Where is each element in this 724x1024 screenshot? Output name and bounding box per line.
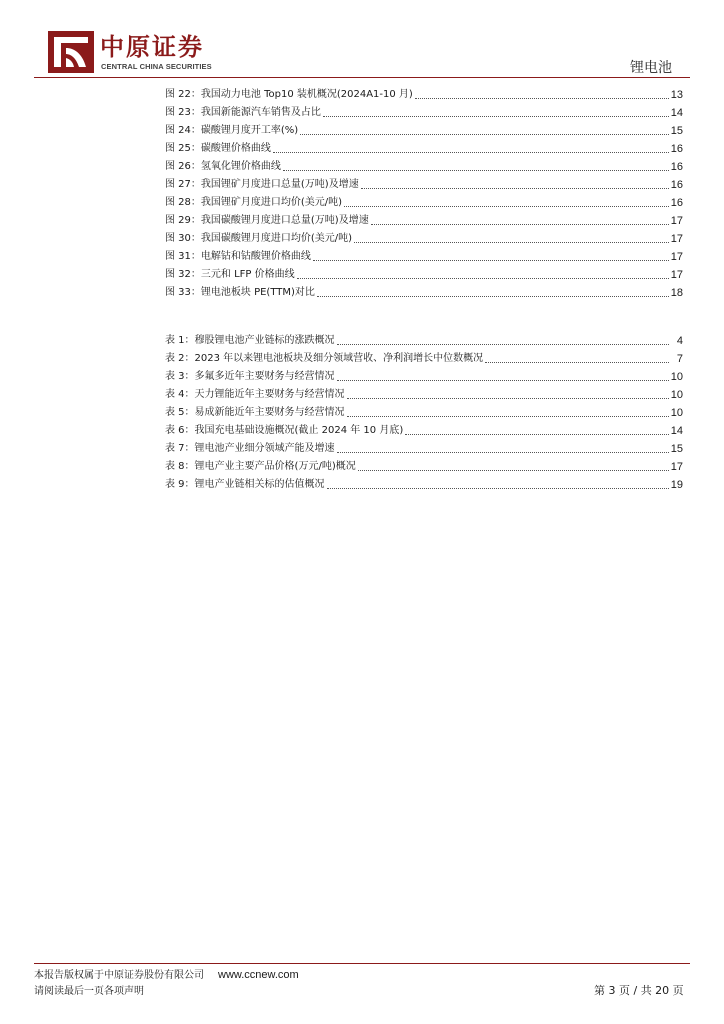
- table-entry-number: 表 7：: [165, 443, 195, 454]
- table-entry-number: 表 4：: [165, 389, 195, 400]
- dot-leader: [337, 379, 669, 381]
- dot-leader: [283, 169, 669, 171]
- figure-entry-label: [165, 231, 352, 246]
- figure-entry-title: 我国动力电池 Top10 装机概况(2024A1-10 月): [200, 89, 413, 100]
- table-entry-page: 19: [670, 479, 683, 491]
- dot-leader: [323, 115, 669, 117]
- figure-entry-title: 电解钴和钴酸锂价格曲线: [200, 251, 311, 262]
- table-entry-label: [165, 441, 335, 456]
- figure-entry-page: 16: [670, 161, 683, 173]
- footer-divider: [34, 963, 690, 964]
- table-entry-label: [165, 387, 345, 402]
- dot-leader: [344, 205, 669, 207]
- dot-leader: [415, 97, 669, 99]
- figure-entry[interactable]: [165, 192, 683, 210]
- figure-entry-page: 17: [670, 269, 683, 281]
- figure-entry-page: 14: [670, 107, 683, 119]
- figure-entry-page: 17: [670, 233, 683, 245]
- figure-entry-title: 三元和 LFP 价格曲线: [200, 269, 295, 280]
- table-entry-label: [165, 351, 483, 366]
- table-list: [165, 330, 683, 492]
- table-entry-page: 10: [670, 407, 683, 419]
- page-header: [0, 0, 724, 80]
- figure-entry-title: 碳酸锂月度开工率(%): [200, 125, 299, 136]
- figure-entry-label: [165, 195, 342, 210]
- table-entry-title: 天力锂能近年主要财务与经营情况: [194, 389, 345, 400]
- table-entry-number: 表 3：: [165, 371, 195, 382]
- figure-entry-label: [165, 285, 315, 300]
- figure-entry[interactable]: [165, 174, 683, 192]
- figure-entry-number: 图 30：: [165, 233, 201, 244]
- dot-leader: [337, 451, 669, 453]
- table-entry[interactable]: [165, 366, 683, 384]
- table-entry-number: 表 2：: [165, 353, 195, 364]
- figure-entry[interactable]: [165, 246, 683, 264]
- figure-entry-page: 13: [670, 89, 683, 101]
- figure-entry-page: 16: [670, 179, 683, 191]
- dot-leader: [358, 469, 669, 471]
- figure-entry[interactable]: [165, 84, 683, 102]
- figure-entry-title: 锂电池板块 PE(TTM)对比: [200, 287, 315, 298]
- table-entry-number: 表 9：: [165, 479, 195, 490]
- figure-entry[interactable]: [165, 138, 683, 156]
- figure-entry-number: 图 29：: [165, 215, 201, 226]
- figure-entry[interactable]: [165, 102, 683, 120]
- dot-leader: [297, 277, 669, 279]
- table-entry-label: [165, 405, 345, 420]
- figure-entry-number: 图 31：: [165, 251, 201, 262]
- table-entry[interactable]: [165, 384, 683, 402]
- figure-entry-number: 图 23：: [165, 107, 201, 118]
- figure-entry-title: 我国碳酸锂月度进口总量(万吨)及增速: [200, 215, 369, 226]
- table-entry-title: 锂电产业主要产品价格(万元/吨)概况: [194, 461, 356, 472]
- table-entry-page: 7: [676, 353, 683, 365]
- table-entry-label: [165, 333, 335, 348]
- table-entry[interactable]: [165, 330, 683, 348]
- table-entry-title: 穆股锂电池产业链标的涨跌概况: [194, 335, 335, 346]
- disclaimer-note: 请阅读最后一页各项声明: [34, 986, 144, 997]
- table-entry-number: 表 1：: [165, 335, 195, 346]
- figure-list: [165, 84, 683, 300]
- website-link[interactable]: www.ccnew.com: [218, 969, 299, 981]
- table-entry-label: [165, 423, 403, 438]
- table-entry-number: 表 6：: [165, 425, 195, 436]
- figure-entry-number: 图 26：: [165, 161, 201, 172]
- figure-entry[interactable]: [165, 210, 683, 228]
- dot-leader: [317, 295, 669, 297]
- figure-entry[interactable]: [165, 282, 683, 300]
- table-entry[interactable]: [165, 402, 683, 420]
- figure-entry[interactable]: [165, 264, 683, 282]
- figure-entry-label: [165, 177, 359, 192]
- dot-leader: [347, 415, 669, 417]
- table-entry[interactable]: [165, 474, 683, 492]
- table-entry-title: 我国充电基础设施概况(截止 2024 年 10 月底): [194, 425, 404, 436]
- page-number: 第 3 页 / 共 20 页: [594, 984, 684, 997]
- table-entry-page: 17: [670, 461, 683, 473]
- dot-leader: [273, 151, 669, 153]
- figure-entry[interactable]: [165, 156, 683, 174]
- table-entry-title: 锂电产业链相关标的估值概况: [194, 479, 325, 490]
- figure-entry-page: 15: [670, 125, 683, 137]
- footer-left: [34, 967, 299, 1000]
- figure-entry-number: 图 32：: [165, 269, 201, 280]
- figure-entry-label: [165, 105, 321, 120]
- table-entry-page: 15: [670, 443, 683, 455]
- table-entry-page: 14: [670, 425, 683, 437]
- figure-entry-page: 18: [670, 287, 683, 299]
- table-entry-number: 表 8：: [165, 461, 195, 472]
- dot-leader: [405, 433, 669, 435]
- figure-entry[interactable]: [165, 120, 683, 138]
- report-section-label: 锂电池: [630, 60, 672, 76]
- figure-entry-title: 我国锂矿月度进口总量(万吨)及增速: [200, 179, 359, 190]
- table-entry-label: [165, 369, 335, 384]
- dot-leader: [347, 397, 669, 399]
- dot-leader: [354, 241, 669, 243]
- figure-entry-number: 图 25：: [165, 143, 201, 154]
- dot-leader: [300, 133, 669, 135]
- dot-leader: [337, 343, 669, 345]
- dot-leader: [485, 361, 669, 363]
- brand-name-cn: 中原证券: [100, 32, 204, 61]
- figure-entry-number: 图 24：: [165, 125, 201, 136]
- figure-entry-label: [165, 123, 298, 138]
- table-entry-page: 10: [670, 371, 683, 383]
- figure-entry-page: 16: [670, 197, 683, 209]
- table-entry[interactable]: [165, 348, 683, 366]
- table-entry-title: 易成新能近年主要财务与经营情况: [194, 407, 345, 418]
- table-entry-page: 4: [676, 335, 683, 347]
- figure-entry-label: [165, 267, 295, 282]
- table-entry-label: [165, 477, 325, 492]
- table-entry[interactable]: [165, 420, 683, 438]
- figure-entry-title: 我国锂矿月度进口均价(美元/吨): [200, 197, 343, 208]
- figure-entry-page: 17: [670, 215, 683, 227]
- header-divider: [34, 77, 690, 78]
- table-entry[interactable]: [165, 456, 683, 474]
- figure-entry-title: 我国碳酸锂月度进口均价(美元/吨): [200, 233, 353, 244]
- dot-leader: [313, 259, 669, 261]
- dot-leader: [361, 187, 669, 189]
- copyright-notice: 本报告版权属于中原证券股份有限公司: [34, 970, 204, 981]
- figure-entry-number: 图 28：: [165, 197, 201, 208]
- table-entry-title: 锂电池产业细分领域产能及增速: [194, 443, 335, 454]
- figure-entry-label: [165, 213, 369, 228]
- table-entry[interactable]: [165, 438, 683, 456]
- table-entry-title: 多氟多近年主要财务与经营情况: [194, 371, 335, 382]
- table-entry-label: [165, 459, 356, 474]
- figure-entry-label: [165, 249, 311, 264]
- brand-name-en: CENTRAL CHINA SECURITIES: [101, 62, 212, 71]
- figure-entry-title: 我国新能源汽车销售及占比: [200, 107, 321, 118]
- figure-entry-label: [165, 141, 271, 156]
- company-logo-icon: [48, 31, 94, 73]
- dot-leader: [371, 223, 669, 225]
- figure-entry-page: 17: [670, 251, 683, 263]
- table-entry-number: 表 5：: [165, 407, 195, 418]
- table-entry-title: 2023 年以来锂电池板块及细分领域营收、净利润增长中位数概况: [194, 353, 484, 364]
- figure-entry[interactable]: [165, 228, 683, 246]
- figure-entry-label: [165, 159, 281, 174]
- figure-entry-number: 图 22：: [165, 89, 201, 100]
- figure-entry-page: 16: [670, 143, 683, 155]
- figure-entry-title: 碳酸锂价格曲线: [200, 143, 271, 154]
- figure-entry-title: 氢氧化锂价格曲线: [200, 161, 281, 172]
- figure-entry-label: [165, 87, 413, 102]
- dot-leader: [327, 487, 669, 489]
- figure-entry-number: 图 27：: [165, 179, 201, 190]
- figure-entry-number: 图 33：: [165, 287, 201, 298]
- table-entry-page: 10: [670, 389, 683, 401]
